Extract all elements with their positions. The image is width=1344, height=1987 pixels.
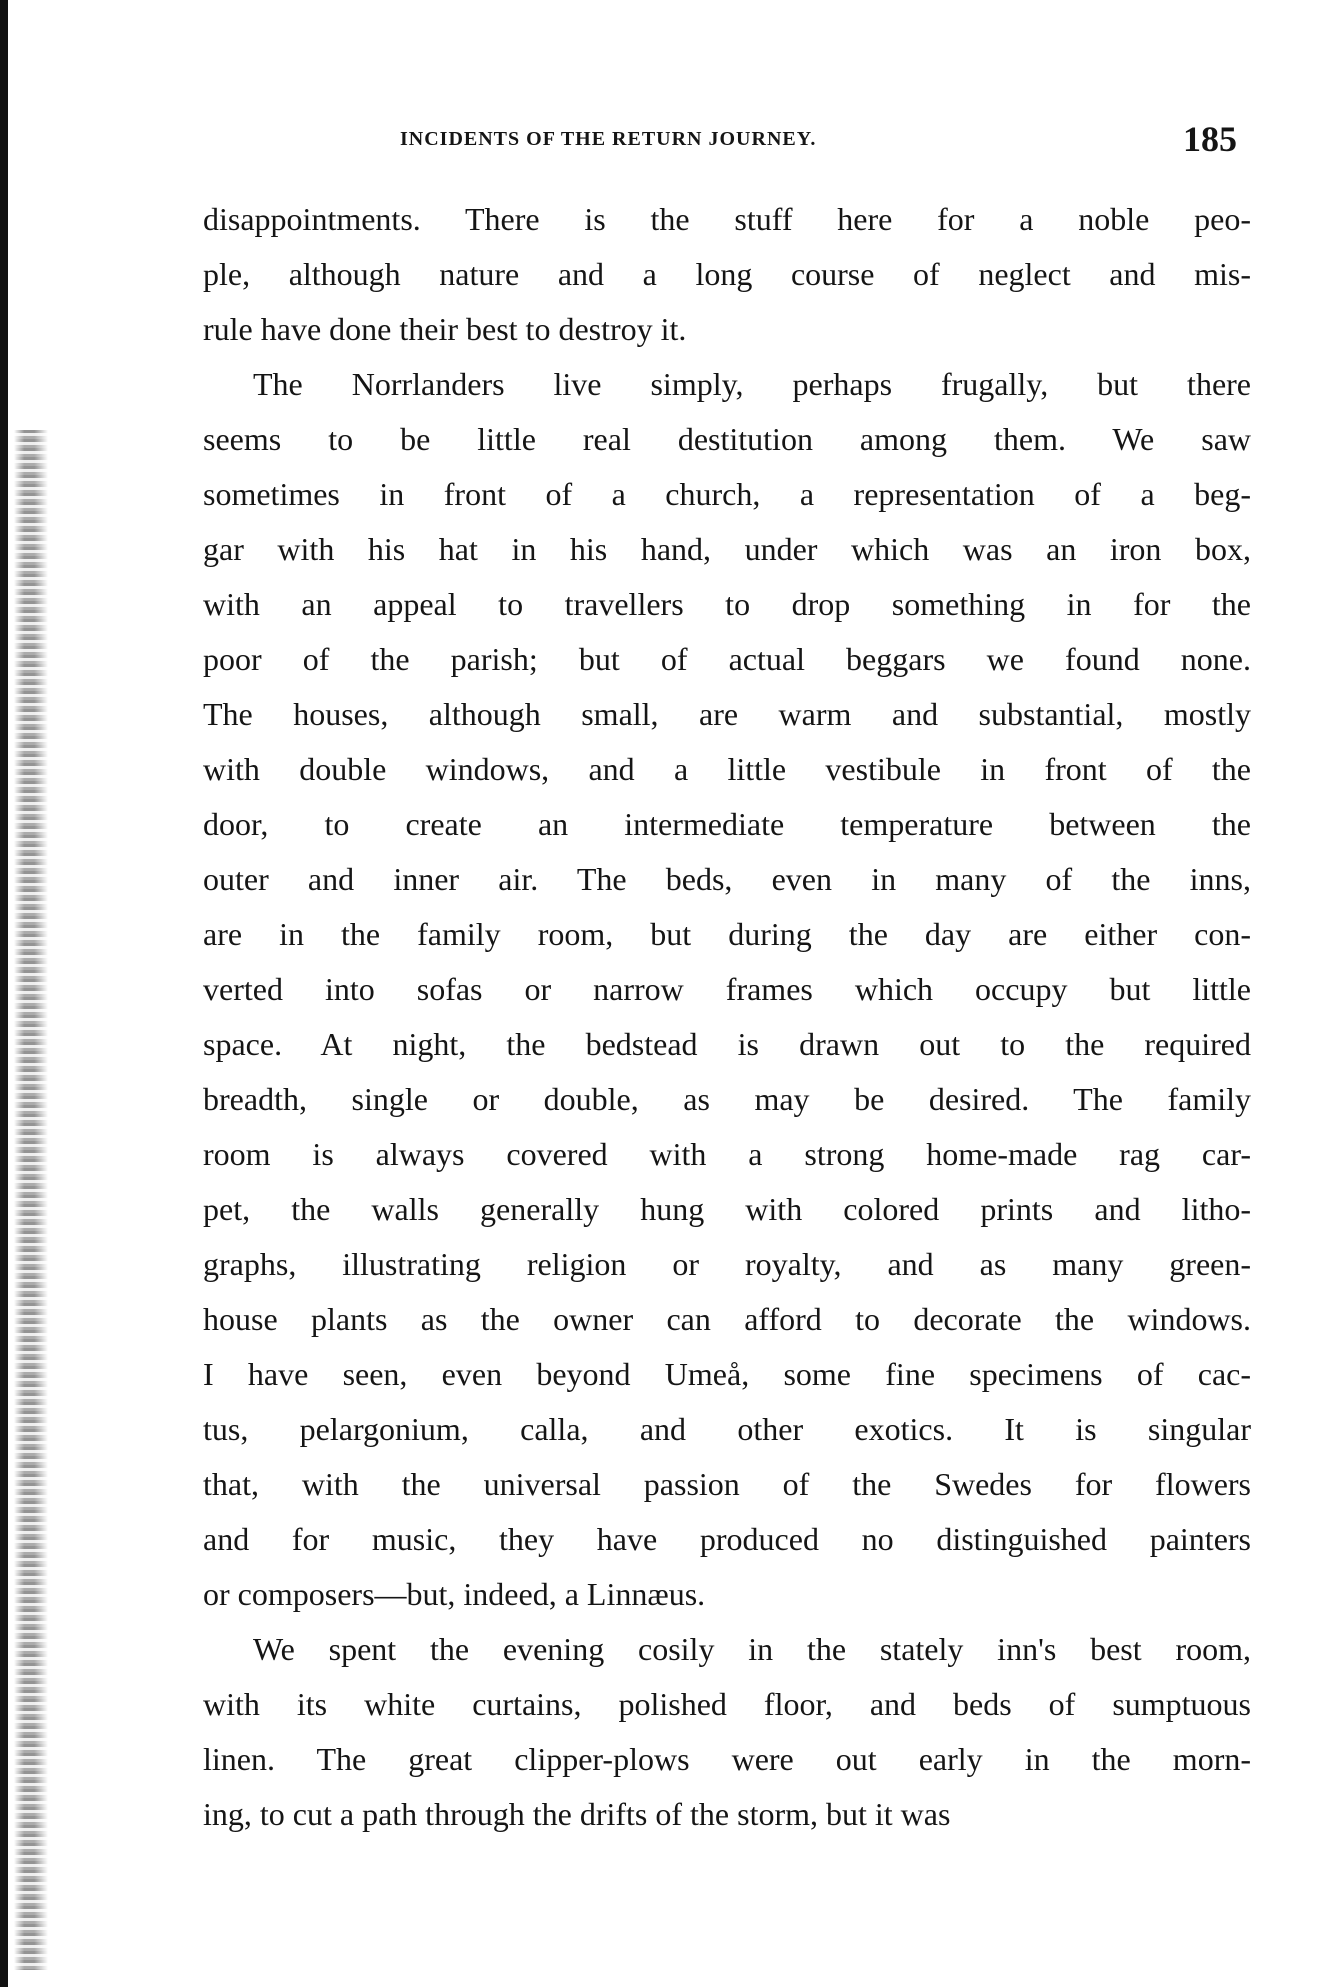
text-line: with an appeal to travellers to drop something in for the <box>203 586 1251 622</box>
page-number: 185 <box>1183 119 1237 159</box>
paragraph <box>203 192 1251 357</box>
text-line: disappointments. There is the stuff here for a noble peo- <box>203 201 1251 237</box>
text-line: door, to create an intermediate temperature between the <box>203 806 1251 842</box>
text-line: sometimes in front of a church, a representation of a beg- <box>203 476 1251 512</box>
text-line: breadth, single or double, as may be desired. The family <box>203 1081 1251 1117</box>
text-line: ing, to cut a path through the drifts of the storm, but it was <box>203 1796 951 1832</box>
text-line: We spent the evening cosily in the stately inn's best room, <box>253 1631 1251 1667</box>
page-edge <box>0 0 8 1987</box>
text-line: space. At night, the bedstead is drawn out to the required <box>203 1026 1251 1062</box>
text-line: or composers—but, indeed, a Linnæus. <box>203 1576 706 1612</box>
text-line: graphs, illustrating religion or royalty, and as many green- <box>203 1246 1251 1282</box>
text-line: gar with his hat in his hand, under which was an iron box, <box>203 531 1251 567</box>
text-line: The houses, although small, are warm and substantial, mostly <box>203 696 1251 732</box>
text-line: seems to be little real destitution among them. We saw <box>203 421 1251 457</box>
text-line: tus, pelargonium, calla, and other exotics. It is singular <box>203 1411 1251 1447</box>
text-line: poor of the parish; but of actual beggars we found none. <box>203 641 1251 677</box>
paragraph <box>203 357 1251 1622</box>
text-line: The Norrlanders live simply, perhaps frugally, but there <box>253 366 1251 402</box>
text-line: linen. The great clipper-plows were out early in the morn- <box>203 1741 1251 1777</box>
text-line: and for music, they have produced no distinguished painters <box>203 1521 1251 1557</box>
text-line: outer and inner air. The beds, even in many of the inns, <box>203 861 1251 897</box>
text-line: verted into sofas or narrow frames which occupy but little <box>203 971 1251 1007</box>
text-line: ple, although nature and a long course of neglect and mis- <box>203 256 1251 292</box>
text-line: rule have done their best to destroy it. <box>203 311 687 347</box>
binding-shadow <box>14 430 48 1970</box>
running-head: INCIDENTS OF THE RETURN JOURNEY. <box>400 128 817 150</box>
text-line: I have seen, even beyond Umeå, some fine specimens of cac- <box>203 1356 1251 1392</box>
text-line: with double windows, and a little vestibule in front of the <box>203 751 1251 787</box>
text-line: pet, the walls generally hung with colored prints and litho- <box>203 1191 1251 1227</box>
text-line: are in the family room, but during the day are either con- <box>203 916 1251 952</box>
text-line: with its white curtains, polished floor, and beds of sumptuous <box>203 1686 1251 1722</box>
text-line: room is always covered with a strong home-made rag car- <box>203 1136 1251 1172</box>
paragraph <box>203 1622 1251 1842</box>
text-line: house plants as the owner can afford to decorate the windows. <box>203 1301 1251 1337</box>
page-body <box>203 192 1251 1842</box>
text-line: that, with the universal passion of the Swedes for flowers <box>203 1466 1251 1502</box>
